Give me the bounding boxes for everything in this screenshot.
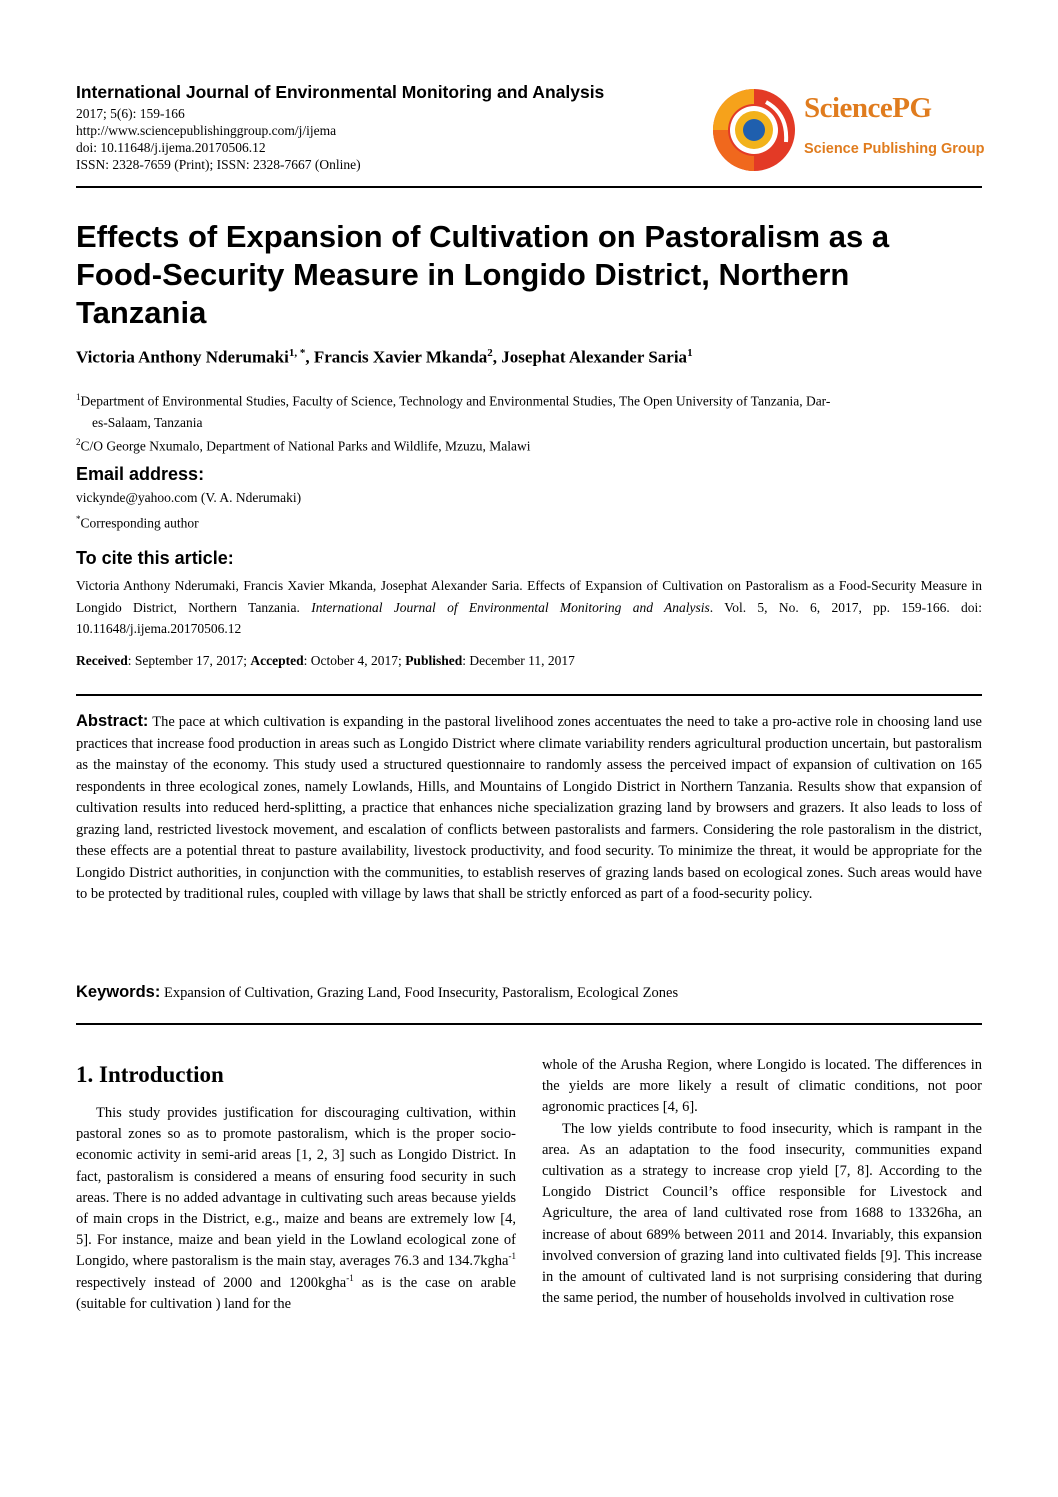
corresponding-text: Corresponding author (80, 515, 199, 531)
paragraph (76, 1103, 516, 1315)
corresponding-sup: * (76, 514, 81, 524)
author-sup: 1, * (288, 347, 306, 359)
author-sup: 2 (487, 347, 493, 359)
citation-text (76, 575, 982, 640)
citation-plain: Victoria Anthony Nderumaki, Francis Xavier Mkanda, Josephat Alexander Saria. Effects of Expansion of Cultivation on Pastoralism as a Food-Security Measure in Longido District, Northern Tanzania. (76, 578, 982, 615)
paper-title: Effects of Expansion of Cultivation on Pastoralism as a Food-Security Measure in Longido District, Northern Tanzania (76, 219, 890, 330)
paragraph-text: respectively instead of 2000 and 1200kgha (76, 1274, 347, 1291)
citation-tail: . Vol. 5, No. 6, 2017, pp. 159-166. doi: 10.11648/j.ijema.20170506.12 (76, 599, 982, 636)
keywords-text: Expansion of Cultivation, Grazing Land, Food Insecurity, Pastoralism, Ecological Zones (160, 985, 679, 1001)
accepted-date: : October 4, 2017; (303, 653, 406, 668)
email-heading: Email address: (76, 464, 205, 484)
journal-doi: doi: 10.11648/j.ijema.20170506.12 (76, 140, 266, 155)
affiliation-1 (76, 387, 982, 433)
paragraph: whole of the Arusha Region, where Longido is located. The differences in the yields are more likely a result of climatic conditions, not poor agronomic practices [4, 6]. (542, 1057, 982, 1116)
corresponding-note (76, 514, 199, 532)
abstract-label: Abstract: (76, 712, 149, 730)
logo-subtitle: Science Publishing Group (804, 141, 985, 157)
keywords-bottom-rule (76, 1023, 982, 1025)
journal-issue: 2017; 5(6): 159-166 (76, 106, 185, 121)
author-sup: 1 (687, 347, 693, 359)
abstract-top-rule (76, 694, 982, 696)
received-label: Received (76, 653, 128, 668)
logo-name: SciencePG (804, 92, 932, 124)
affiliation-2 (76, 432, 982, 457)
author-list (76, 347, 693, 368)
paragraph-text: This study provides justification for discouraging cultivation, within pastoral zones so as to promote pastoralism, which is the proper socio-economic activity in semi-arid areas [1, 2, 3] such as Longido District. In fact, pastoralism is considered a means of ensuring food security in such areas. There is no added advantage in cultivating such areas because yields of main crops in the District, e.g., maize and beans are extremely low [4, 5]. For instance, maize and bean yield in the Lowland ecological zone of Longido, where pastoralism is the main stay, averages 76.3 and 134.7kgha (76, 1105, 516, 1270)
published-label: Published (405, 653, 463, 668)
sciencepg-logo-icon (708, 84, 800, 176)
journal-url[interactable]: http://www.sciencepublishinggroup.com/j/ijema (76, 123, 337, 138)
header-rule (76, 186, 982, 188)
affiliation-sup: 2 (76, 437, 81, 447)
abstract (76, 711, 982, 906)
body-column-left (76, 1103, 516, 1315)
author-name: Victoria Anthony Nderumaki (76, 347, 289, 367)
paragraph: The low yields contribute to food insecurity, which is rampant in the area. As an adaptation to the food insecurity, communities expand cultivation as a strategy to increase crop yield [7, 8]. According to the Longido District Council’s office responsible for Livestock and Agriculture, the area of land cultivated rose from 1688 to 13326ha, an increase of about 689% between 2011 and 2014. Invariably, this expansion involved conversion of grazing land into cultivated fields [9]. This increase in the amount of cultivated land is not surprising considering that during the same period, the number of households involved in cultivation rose (542, 1120, 982, 1307)
affiliation-text-cont: es-Salaam, Tanzania (92, 414, 203, 430)
affiliation-sup: 1 (76, 392, 81, 402)
citation-journal: International Journal of Environmental Monitoring and Analysis (311, 599, 710, 615)
author-sep: , (492, 347, 502, 367)
journal-issn: ISSN: 2328-7659 (Print); ISSN: 2328-7667 (Online) (76, 157, 361, 172)
email-line[interactable]: vickynde@yahoo.com (V. A. Nderumaki) (76, 490, 302, 505)
author-sep: , (305, 347, 314, 367)
accepted-label: Accepted (250, 653, 304, 668)
journal-title: International Journal of Environmental Monitoring and Analysis (76, 82, 605, 102)
author-name: Josephat Alexander Saria (501, 347, 688, 367)
publisher-logo (708, 84, 988, 174)
received-date: : September 17, 2017; (127, 653, 251, 668)
journal-meta (76, 105, 361, 173)
author-name: Francis Xavier Mkanda (313, 347, 488, 367)
superscript: -1 (346, 1272, 354, 1283)
published-date: : December 11, 2017 (462, 653, 575, 668)
section-heading-introduction: 1. Introduction (76, 1062, 224, 1087)
affiliation-text: C/O George Nxumalo, Department of National Parks and Wildlife, Mzuzu, Malawi (80, 438, 531, 454)
keywords (76, 983, 982, 1002)
keywords-label: Keywords: (76, 983, 161, 1001)
paragraph-text: as is the case on arable (suitable for cultivation ) land for the (76, 1274, 516, 1312)
affiliation-text: Department of Environmental Studies, Faculty of Science, Technology and Environmental Studies, The Open University of Tanzania, Dar- (80, 393, 831, 409)
cite-heading: To cite this article: (76, 548, 234, 568)
abstract-text: The pace at which cultivation is expanding in the pastoral livelihood zones accentuates the need to take a pro-active role in choosing land use practices that increase food production in areas such as Longido District where climate variability renders agricultural production uncertain, but pastoralism as the mainstay of the economy. This study used a structured questionnaire to randomly assess the perceived impact of expansion of cultivation on 165 respondents in three ecological zones, namely Lowlands, Hills, and Mountains of Longido District in Northern Tanzania. Results show that expansion of cultivation results into reduced herd-splitting, a practice that enhances niche specialization grazing land by browsers and grazers. It also leads to loss of grazing land, restricted livestock movement, and escalation of conflicts between pastoralists and farmers. Considering the role pastoralism in the district, these effects are a potential threat to pasture availability, livestock productivity, and food security. To minimize the threat, it would be appropriate for the Longido District authorities, in conjunction with the communities, to establish reserves of grazing lands based on ecological zones. Such areas would have to be protected by traditional rules, coupled with village by laws that shall be strictly enforced as part of a food-security policy. (76, 714, 982, 902)
superscript: -1 (508, 1251, 516, 1262)
body-column-right (542, 1055, 982, 1309)
publication-dates (76, 653, 575, 669)
